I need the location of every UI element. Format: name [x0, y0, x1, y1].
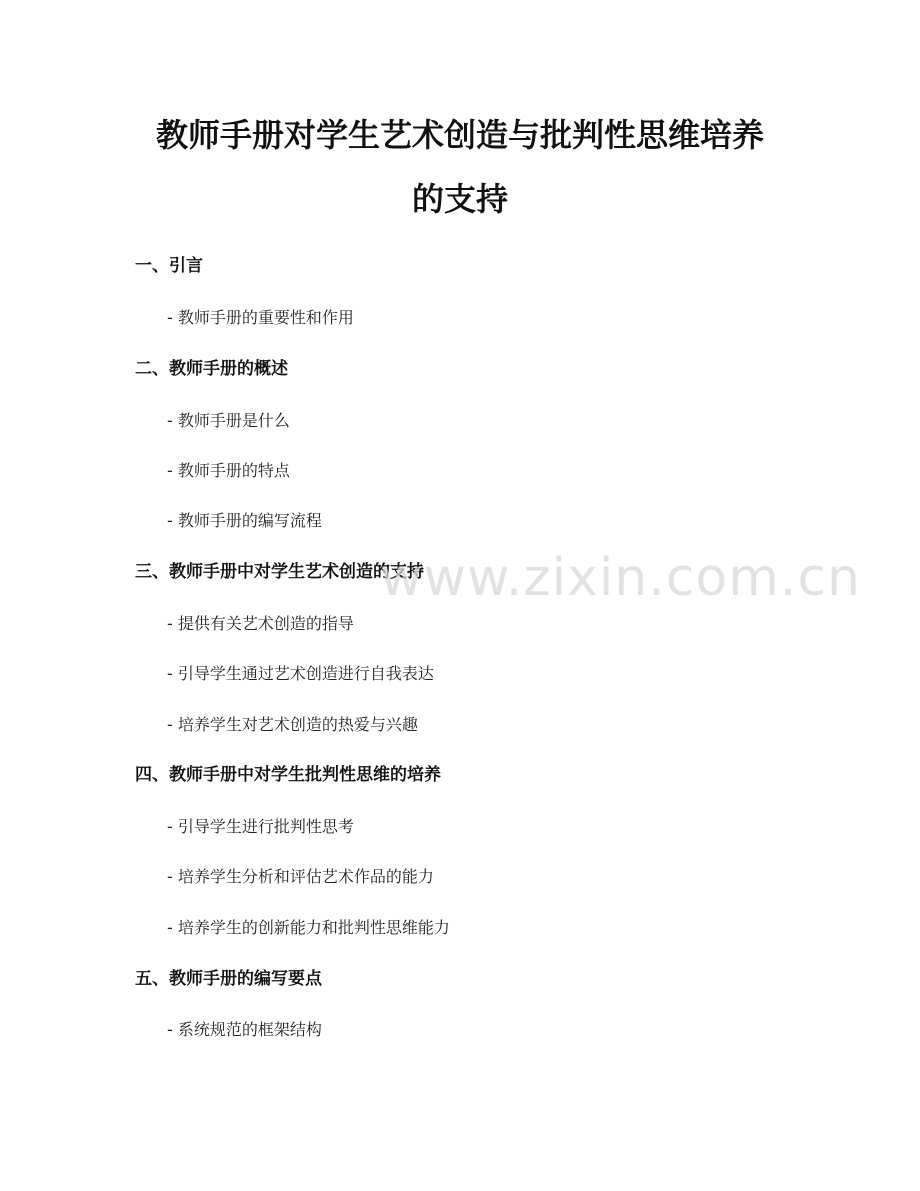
section-4-item-3: - 培养学生的创新能力和批判性思维能力	[167, 918, 450, 937]
section-2-item-3: - 教师手册的编写流程	[167, 511, 322, 530]
section-3-item-3: - 培养学生对艺术创造的热爱与兴趣	[167, 715, 418, 734]
title-line-1: 教师手册对学生艺术创造与批判性思维培养	[155, 116, 764, 154]
section-5-item-1: - 系统规范的框架结构	[167, 1020, 322, 1039]
section-heading-2: 二、教师手册的概述	[135, 359, 288, 379]
section-4-item-1: - 引导学生进行批判性思考	[167, 817, 354, 836]
section-2-item-2: - 教师手册的特点	[167, 461, 290, 480]
section-1-item-1: - 教师手册的重要性和作用	[167, 308, 354, 327]
section-3-item-2: - 引导学生通过艺术创造进行自我表达	[167, 664, 434, 683]
title-line-2: 的支持	[411, 180, 508, 218]
section-heading-4: 四、教师手册中对学生批判性思维的培养	[135, 765, 441, 785]
watermark: www.zixin.com.cn	[380, 548, 861, 608]
section-3-item-1: - 提供有关艺术创造的指导	[167, 614, 354, 633]
section-2-item-1: - 教师手册是什么	[167, 411, 290, 430]
section-heading-1: 一、引言	[135, 256, 203, 276]
section-heading-3: 三、教师手册中对学生艺术创造的支持	[135, 562, 424, 582]
section-4-item-2: - 培养学生分析和评估艺术作品的能力	[167, 867, 434, 886]
section-heading-5: 五、教师手册的编写要点	[135, 969, 322, 989]
